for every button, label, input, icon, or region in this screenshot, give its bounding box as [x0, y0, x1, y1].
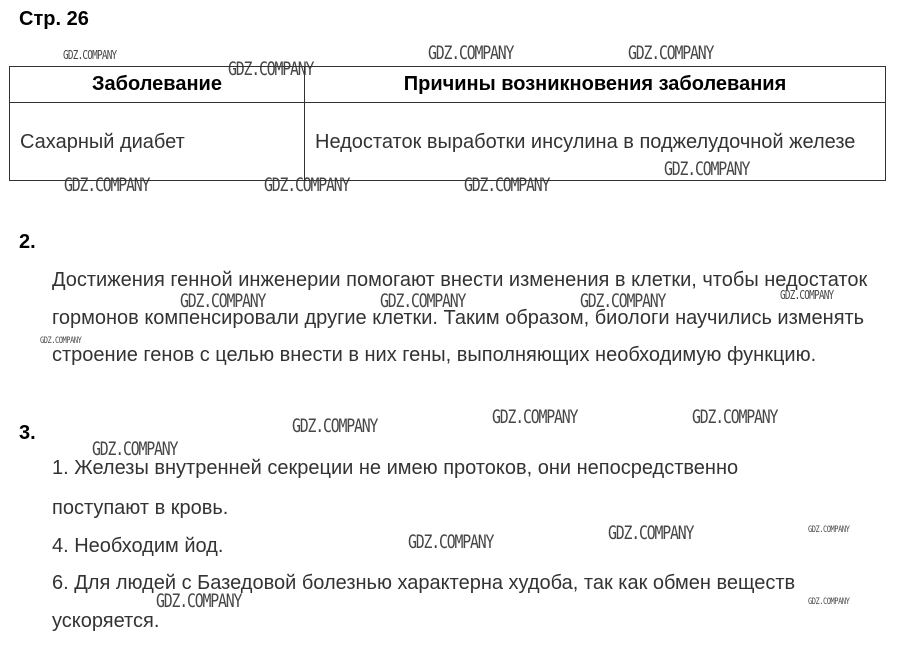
watermark: GDZ.COMPANY	[628, 42, 714, 64]
watermark: GDZ.COMPANY	[156, 590, 242, 612]
watermark: GDZ.COMPANY	[92, 438, 178, 460]
watermark: GDZ.COMPANY	[808, 597, 850, 607]
watermark: GDZ.COMPANY	[664, 158, 750, 180]
disease-table	[9, 66, 886, 181]
table-row	[10, 103, 886, 181]
watermark: GDZ.COMPANY	[63, 48, 117, 62]
section-3-line-5: ускоряется.	[52, 610, 160, 632]
table-cell-disease: Сахарный диабет	[10, 103, 305, 181]
section-3-number: 3.	[19, 422, 36, 444]
watermark: GDZ.COMPANY	[180, 290, 266, 312]
watermark: GDZ.COMPANY	[380, 290, 466, 312]
watermark: GDZ.COMPANY	[264, 174, 350, 196]
section-2-number: 2.	[19, 231, 36, 253]
watermark: GDZ.COMPANY	[692, 406, 778, 428]
watermark: GDZ.COMPANY	[492, 406, 578, 428]
table-header-row	[10, 67, 886, 103]
watermark: GDZ.COMPANY	[292, 415, 378, 437]
watermark: GDZ.COMPANY	[228, 58, 314, 80]
section-3-line-3: 4. Необходим йод.	[52, 535, 224, 557]
watermark: GDZ.COMPANY	[780, 288, 834, 302]
table-header-disease: Заболевание	[10, 67, 305, 103]
watermark: GDZ.COMPANY	[580, 290, 666, 312]
table-cell-cause: Недостаток выработки инсулина в поджелудочной железе	[305, 103, 886, 181]
watermark: GDZ.COMPANY	[464, 174, 550, 196]
watermark: GDZ.COMPANY	[40, 336, 82, 346]
section-3-line-4: 6. Для людей с Базедовой болезнью характерна худоба, так как обмен веществ	[52, 572, 796, 594]
watermark: GDZ.COMPANY	[408, 531, 494, 553]
table-header-cause: Причины возникновения заболевания	[305, 67, 886, 103]
page-label: Стр. 26	[19, 8, 89, 30]
watermark: GDZ.COMPANY	[428, 42, 514, 64]
section-2-text: Достижения генной инженерии помогают внести изменения в клетки, чтобы недостаток гормонов компенсировали другие клетки. Таким образом, биологи научились изменять строение генов с целью внести в них гены, выполняющих необходимую функцию.	[52, 269, 868, 366]
watermark: GDZ.COMPANY	[608, 522, 694, 544]
section-3-line-2: поступают в кровь.	[52, 497, 229, 519]
watermark: GDZ.COMPANY	[808, 525, 850, 535]
section-3-line-1: 1. Железы внутренней секреции не имею протоков, они непосредственно	[52, 457, 739, 479]
watermark: GDZ.COMPANY	[64, 174, 150, 196]
